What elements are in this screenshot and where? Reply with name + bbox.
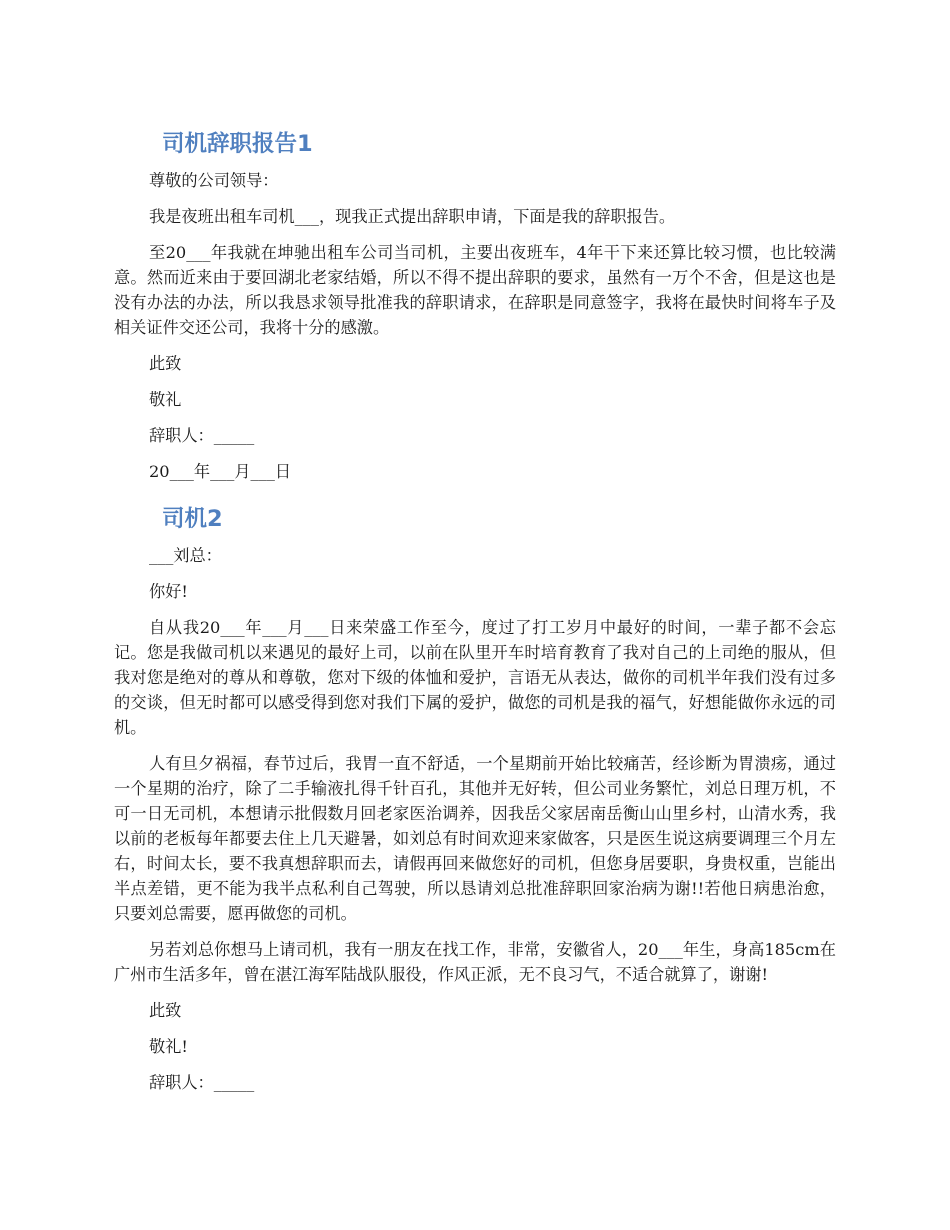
letter1-date: 20___年___月___日 xyxy=(149,462,292,481)
letter2-closing-1: 此致 xyxy=(149,1001,182,1020)
letter1-title: 司机辞职报告1 xyxy=(162,131,313,157)
letter1-closing-2: 敬礼 xyxy=(149,390,182,409)
letter1-signature: 辞职人：_____ xyxy=(149,426,255,445)
letter1-salutation: 尊敬的公司领导： xyxy=(149,171,279,190)
letter2-closing-2: 敬礼! xyxy=(149,1037,188,1056)
letter2-title: 司机2 xyxy=(162,506,223,532)
letter2-paragraph-2: 人有旦夕祸福，春节过后，我胃一直不舒适，一个星期前开始比较痛苦，经诊断为胃溃疡，通过一个星期的治疗，除了二手输液扎得千针百孔，其他并无好转，但公司业务繁忙，刘总日理万机，不可一日无司机，本想请示批假数月回老家医治调养，因我岳父家居南岳衡山山里乡村，山清水秀，我以前的老板每年都要去住上几天避暑，如刘总有时间欢迎来家做客，只是医生说这病要调理三个月左右，时间太长，要不我真想辞职而去，请假再回来做您好的司机，但您身居要职，身贵权重，岂能出半点差错，更不能为我半点私利自己驾驶，所以恳请刘总批准辞职回家治病为谢!!若他日病患治愈，只要刘总需要，愿再做您的司机。 xyxy=(114,754,836,923)
letter2-paragraph-3: 另若刘总你想马上请司机，我有一朋友在找工作，非常，安徽省人，20___年生，身高185cm在广州市生活多年，曾在湛江海军陆战队服役，作风正派，无不良习气，不适合就算了，谢谢! xyxy=(114,940,836,984)
letter2-paragraph-1: 自从我20___年___月___日来荣盛工作至今，度过了打工岁月中最好的时间，一辈子都不会忘记。您是我做司机以来遇见的最好上司，以前在队里开车时培育教育了我对自己的上司绝的服从，但我对您是绝对的尊从和尊敬，您对下级的体恤和爱护，言语无从表达，做你的司机半年我们没有过多的交谈，但无时都可以感受得到您对我们下属的爱护，做您的司机是我的福气，好想能做你永远的司机。 xyxy=(114,618,836,737)
letter2-signature: 辞职人：_____ xyxy=(149,1073,255,1092)
letter1-paragraph-1: 我是夜班出租车司机___，现我正式提出辞职申请，下面是我的辞职报告。 xyxy=(149,207,676,226)
letter1-paragraph-2: 至20___年我就在坤驰出租车公司当司机，主要出夜班车，4年干下来还算比较习惯，也比较满意。然而近来由于要回湖北老家结婚，所以不得不提出辞职的要求，虽然有一万个不舍，但是这也是没有办法的办法，所以我恳求领导批准我的辞职请求，在辞职是同意签字，我将在最快时间将车子及相关证件交还公司，我将十分的感激。 xyxy=(114,243,836,337)
letter1-closing-1: 此致 xyxy=(149,354,182,373)
document-page xyxy=(114,120,836,1106)
letter2-salutation: ___刘总： xyxy=(149,546,222,565)
letter2-greeting: 你好! xyxy=(149,582,188,601)
